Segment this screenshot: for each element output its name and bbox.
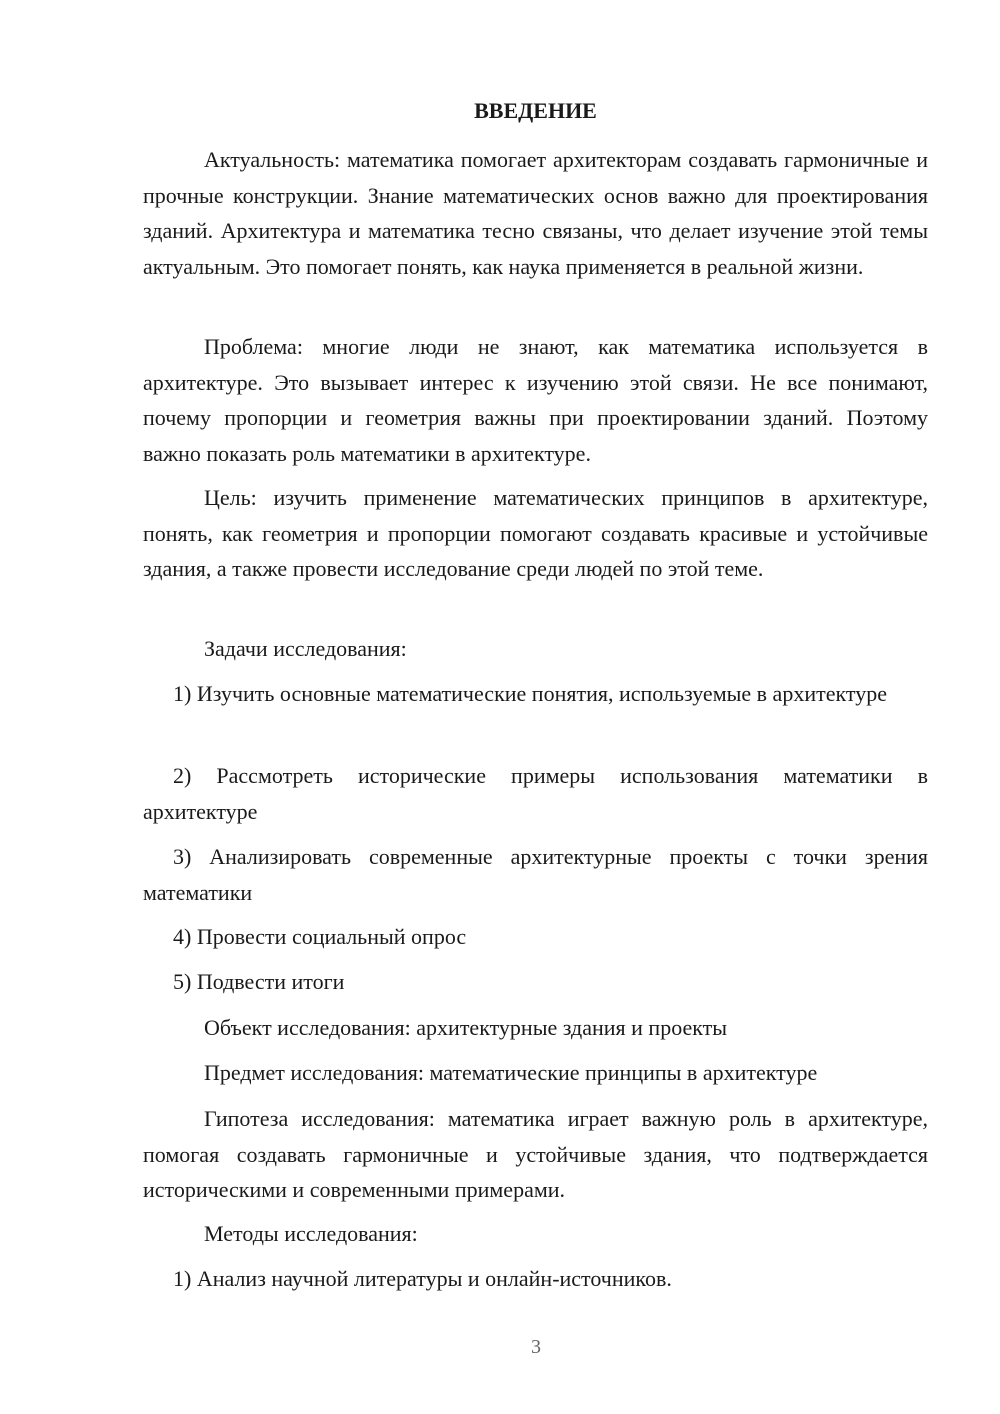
tasks-heading: Задачи исследования: bbox=[204, 636, 407, 661]
subject-paragraph: Предмет исследования: математические принципы в архитектуре bbox=[204, 1060, 818, 1085]
object-paragraph: Объект исследования: архитектурные здания и проекты bbox=[204, 1015, 728, 1040]
task-item-3: 3) Анализировать современные архитектурные проекты с точки зрения математики bbox=[143, 844, 928, 905]
task-item-4: 4) Провести социальный опрос bbox=[173, 924, 467, 949]
task-item-1: 1) Изучить основные математические понятия, используемые в архитектуре bbox=[173, 681, 887, 706]
page-title: ВВЕДЕНИЕ bbox=[474, 98, 597, 123]
task-item-2: 2) Рассмотреть исторические примеры использования математики в архитектуре bbox=[143, 763, 928, 824]
goal-paragraph: Цель: изучить применение математических принципов в архитектуре, понять, как геометрия и пропорции помогают создавать красивые и устойчивые здания, а также провести исследование среди людей по этой теме. bbox=[143, 485, 928, 581]
page-number: 3 bbox=[531, 1336, 541, 1358]
hypothesis-paragraph: Гипотеза исследования: математика играет важную роль в архитектуре, помогая создавать гармоничные и устойчивые здания, что подтверждается историческими и современными примерами. bbox=[143, 1106, 928, 1202]
method-item-1: 1) Анализ научной литературы и онлайн-источников. bbox=[173, 1266, 672, 1291]
methods-heading: Методы исследования: bbox=[204, 1221, 418, 1246]
task-item-5: 5) Подвести итоги bbox=[173, 969, 345, 994]
problem-paragraph: Проблема: многие люди не знают, как математика используется в архитектуре. Это вызывает интерес к изучению этой связи. Не все понимают, почему пропорции и геометрия важны при проектировании зданий. Поэтому важно показать роль математики в архитектуре. bbox=[143, 334, 928, 466]
relevance-paragraph: Актуальность: математика помогает архитекторам создавать гармоничные и прочные конструкции. Знание математических основ важно для проектирования зданий. Архитектура и математика тесно связаны, что делает изучение этой темы актуальным. Это помогает понять, как наука применяется в реальной жизни. bbox=[143, 147, 928, 279]
